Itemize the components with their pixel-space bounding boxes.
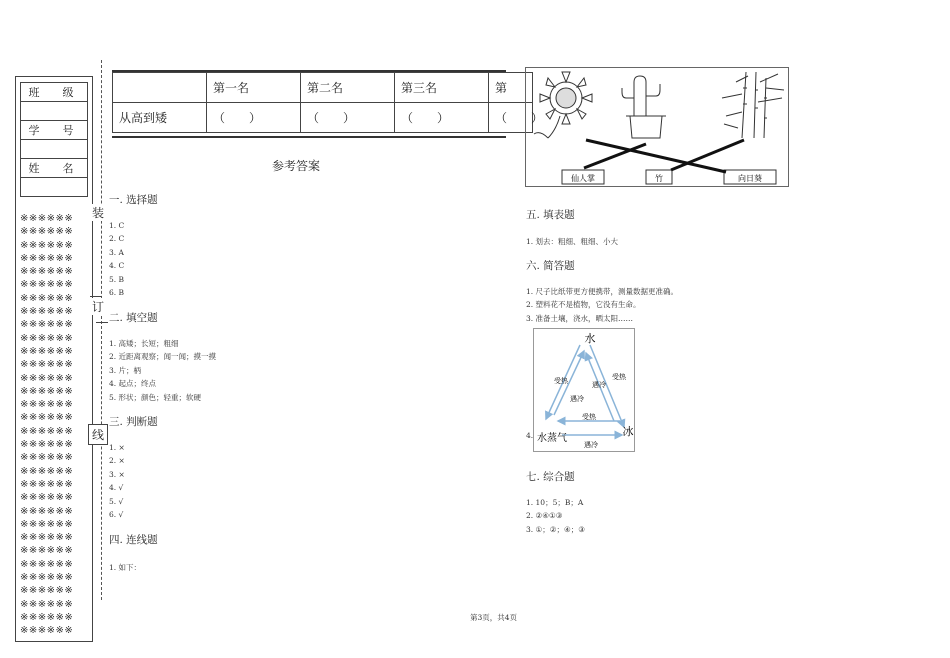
node-ice: 冰 [622,425,634,438]
list-item: 5. √ [109,496,124,506]
list-item: 3. A [109,247,124,257]
node-water: 水 [584,332,596,345]
cycle-arrows [546,345,624,435]
node-vapor: 水蒸气 [537,433,567,444]
section-title-choice: 一. 选择题 [109,194,158,206]
rank-table [112,70,544,138]
list-item: 3. × [109,469,125,479]
rank-row-label: 从高到矮 [113,103,207,133]
label-heat-left: 受热 [554,377,568,385]
star-pattern: ※※※※※※ ※※※※※※ ※※※※※※ ※※※※※※ ※※※※※※ ※※※※※※ ※※※※※※ ※※※※※※ ※※※※※※ ※※※※※※ ※※※※※※ ※※※※※※ ※※※※※※ ※※※※※※ ※※※※※※ ※※※※※※ ※※※※※※ ※※※※※※ ※※※※※※ ※※※※※※ ※※※※※※ ※※※※※※ ※※※※※※ ※※※※※※ ※※※※※※ ※※※※※※ ※※※※※※ ※※※※※※ ※※※※※※ ※※※※※※ ※※※※※※ ※※※※※※ [20,213,74,637]
list-item: 1. C [109,221,125,230]
rank-header-3: 第三名 [395,73,489,103]
list-item: 2. 近距离观察；闻一闻；摸一摸 [109,352,217,362]
name-field[interactable] [21,178,88,197]
section-title-comprehensive: 七. 综合题 [526,471,575,483]
list-item: 4. [526,431,534,440]
cut-line [101,60,102,600]
label-heat-right: 受热 [612,373,626,381]
list-item: 3. 片；柄 [109,365,142,375]
list-item: 3. 准备土壤，浇水，晒太阳…… [526,313,634,323]
list-item: 4. C [109,261,125,271]
cactus-icon [622,76,666,138]
label-cool-bottom: 遇冷 [584,441,598,449]
list-item: 5. 形状；颜色；轻重；软硬 [109,392,202,402]
plant-matching-diagram [525,67,789,187]
class-label: 班 级 [21,83,88,102]
match-line-bamboo [671,140,744,170]
label-cool-left: 遇冷 [570,395,584,403]
section-list-fill [109,337,216,404]
section-title-table: 五. 填表题 [526,209,575,221]
binding-tick [96,322,108,323]
student-id-label: 学 号 [21,121,88,140]
rank-blank-2[interactable]: （ ） [301,103,395,133]
section-list-choice [109,219,124,299]
bamboo-label: 竹 [655,174,663,183]
water-state-svg [534,329,634,451]
list-item: 5. B [109,274,125,284]
list-item: 1. 如下： [109,563,142,572]
label-cool-right: 遇冷 [592,381,606,389]
rank-header-1: 第一名 [207,73,301,103]
binding-label-bind: 装 [92,206,105,220]
plant-matching-svg [526,68,788,186]
label-heat-bottom: 受热 [582,413,596,421]
name-label: 姓 名 [21,159,88,178]
student-info-table [20,82,88,197]
page-footer: 第3页，共4页 [470,613,518,622]
list-item: 1. 尺子比纸带更方便携带，测量数据更准确。 [526,287,679,296]
rank-blank-3[interactable]: （ ） [395,103,489,133]
list-item: 2. 塑料花不是植物，它没有生命。 [526,300,641,310]
section-list-comprehensive [526,496,585,536]
section-title-short: 六. 简答题 [526,260,575,272]
section-title-fill: 二. 填空题 [109,312,158,324]
rank-header-empty [113,73,207,103]
rank-blank-4[interactable]: （ ） [489,103,533,133]
list-item: 1. 划去：粗细、粗细、小大 [526,237,619,246]
list-item: 2. × [109,456,125,466]
bamboo-icon [722,72,784,138]
water-state-diagram [533,328,635,452]
list-item: 2. ②④①③ [526,511,563,521]
binding-tick [90,296,102,297]
section-title-judge: 三. 判断题 [109,416,158,428]
list-item: 1. 10；5；B；A [526,498,584,507]
class-field[interactable] [21,102,88,121]
list-item: 4. √ [109,483,124,493]
binding-label-line: 线 [88,424,108,445]
list-item: 2. C [109,234,125,244]
sunflower-icon [534,72,592,138]
list-item: 6. √ [109,510,124,520]
sunflower-label: 向日葵 [738,174,762,183]
rank-blank-1[interactable]: （ ） [207,103,301,133]
list-item: 6. B [109,288,125,298]
list-item: 1. × [109,443,125,452]
student-id-field[interactable] [21,140,88,159]
cactus-label: 仙人掌 [571,174,595,183]
binding-label-sew: 订 [92,300,105,314]
list-item: 3. ①；②；④；③ [526,524,585,534]
list-item: 4. 起点；终点 [109,379,157,389]
list-item: 1. 高矮；长短；粗细 [109,339,179,348]
page-title: 参考答案 [272,159,321,173]
section-title-match: 四. 连线题 [109,534,158,546]
section-list-judge [109,441,125,521]
rank-header-2: 第二名 [301,73,395,103]
rank-header-4: 第 [489,73,533,103]
section-list-short [526,285,678,325]
